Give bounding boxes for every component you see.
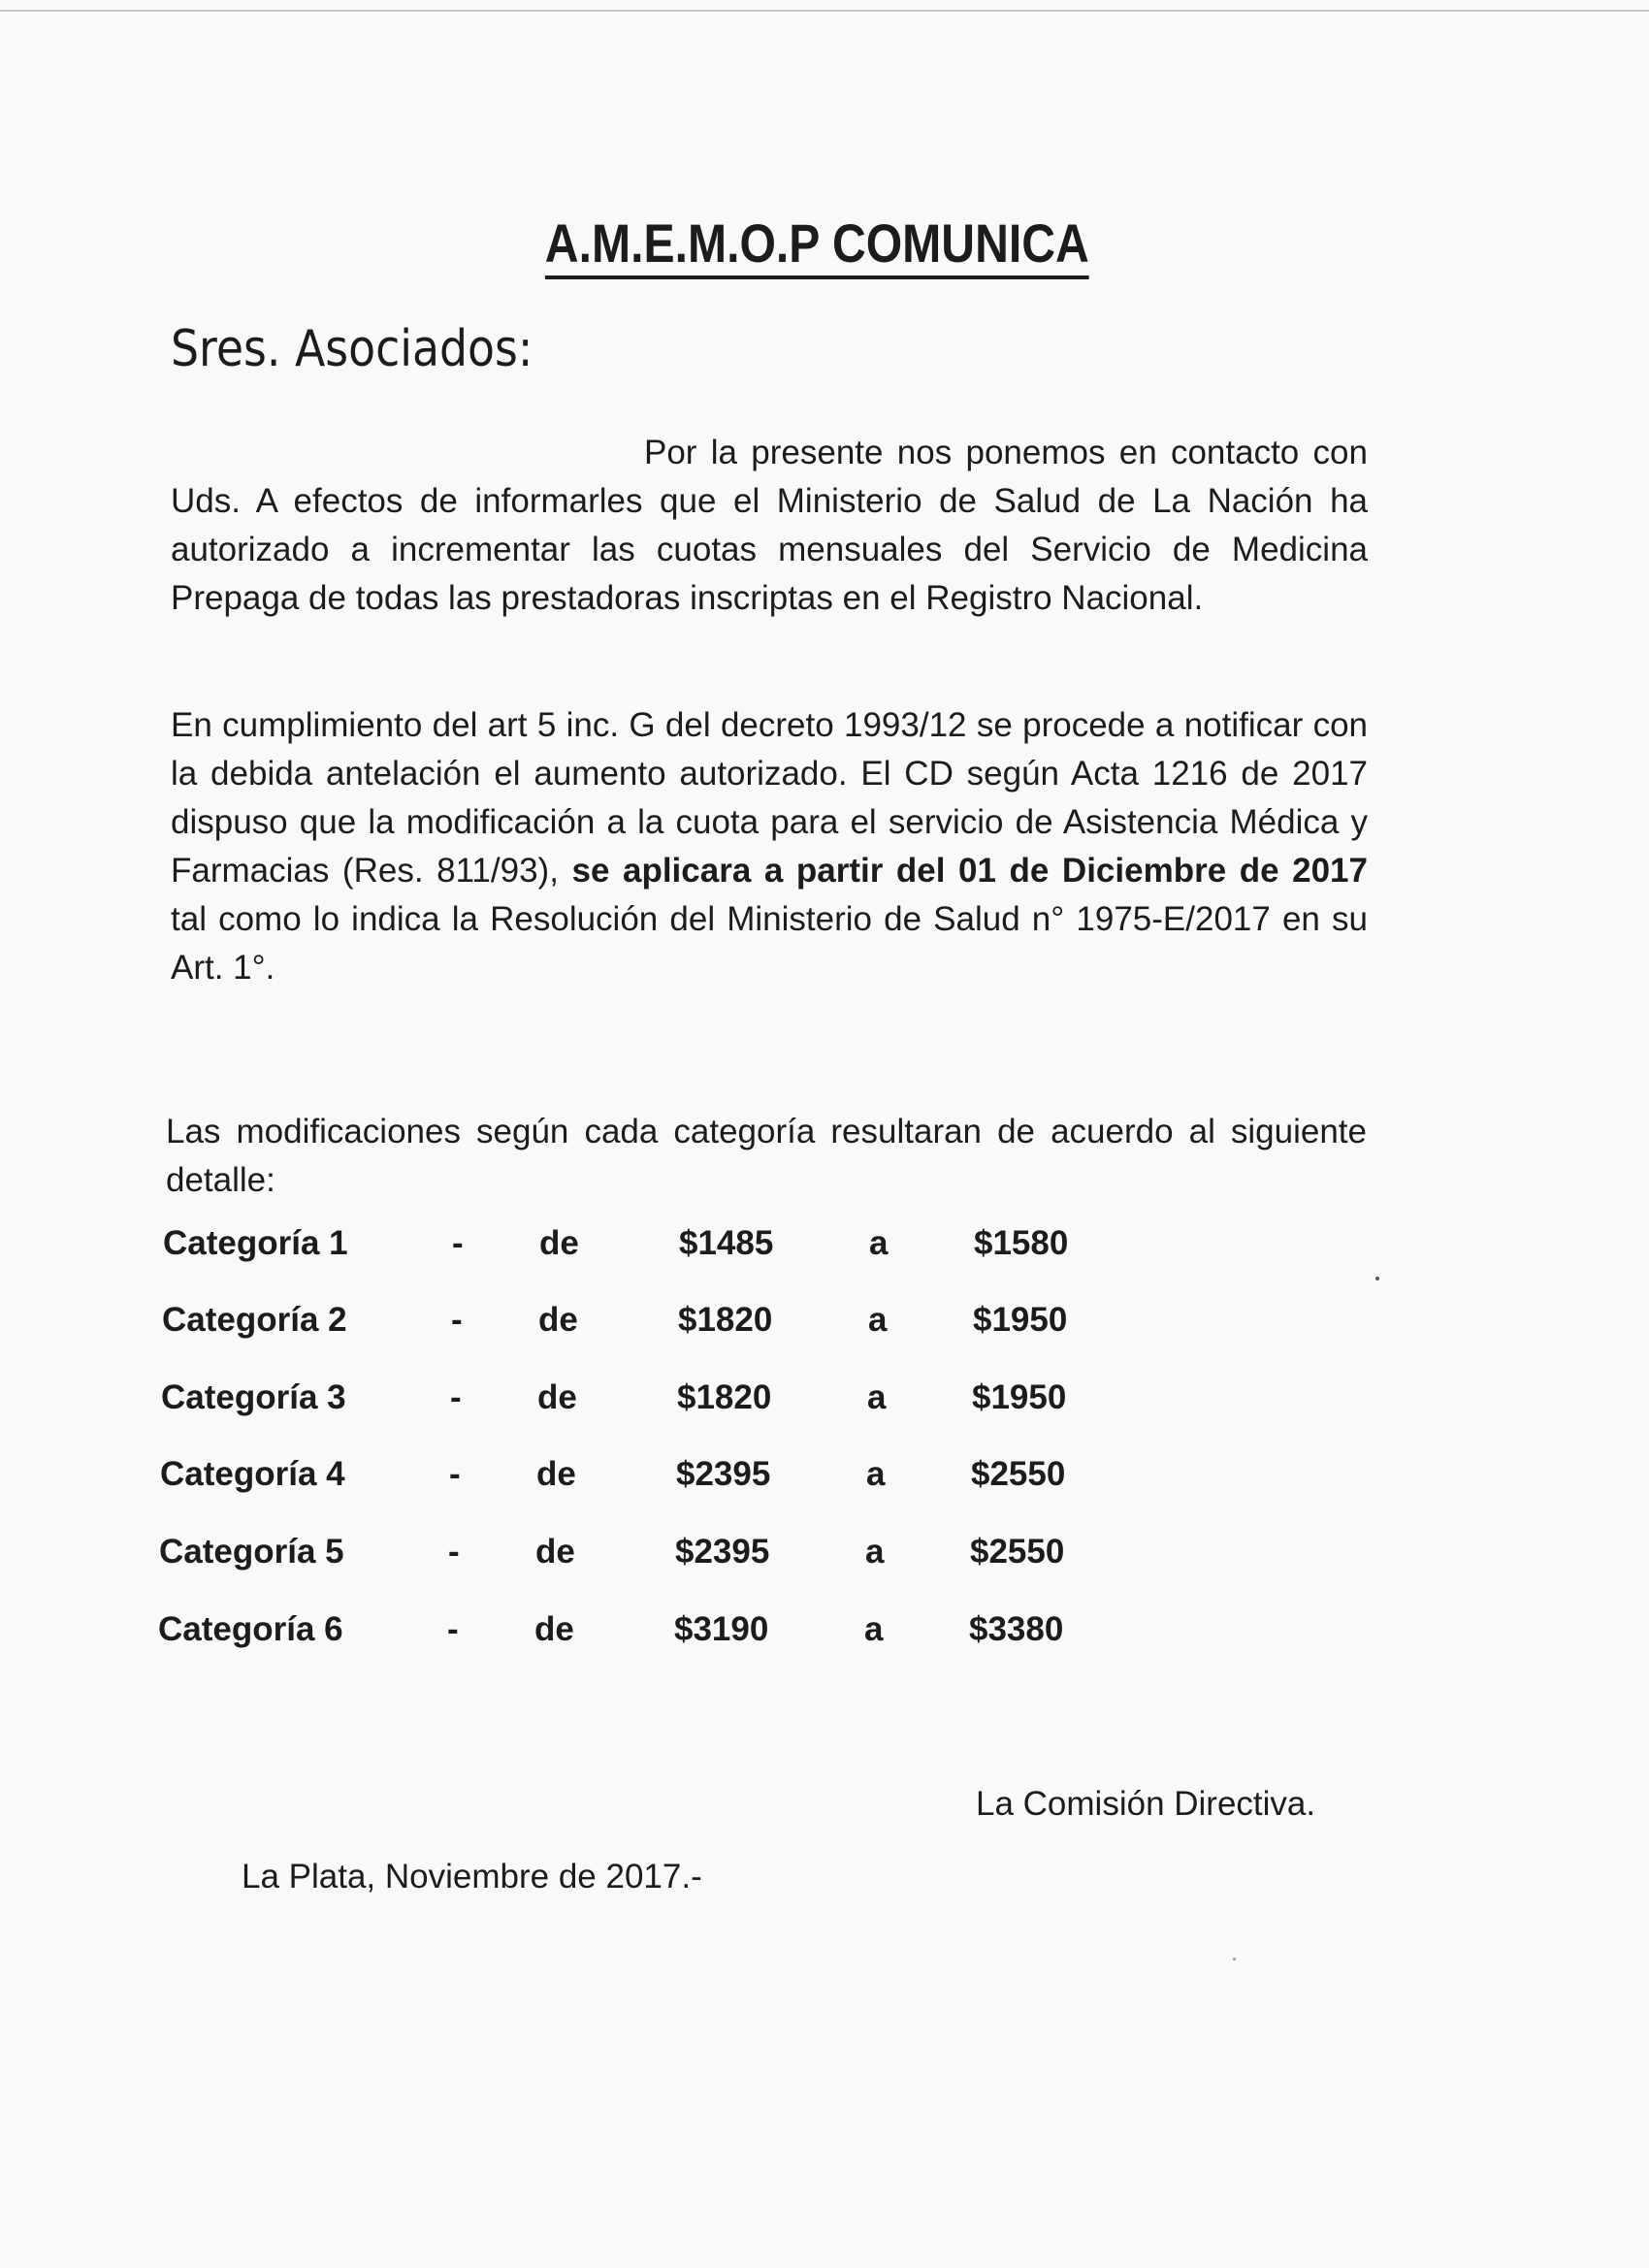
paragraph-legal-text-end: tal como lo indica la Resolución del Ministerio de Salud n° 1975-E/2017 en su Art. 1°. — [171, 900, 1368, 987]
paragraph-detail-intro: Las modificaciones según cada categoría resultaran de acuerdo al siguiente detalle: — [166, 1113, 1367, 1199]
rate-from-word: de — [536, 1455, 576, 1493]
rate-from-value: $1820 — [677, 1378, 772, 1416]
rate-category: Categoría 4 — [160, 1455, 345, 1493]
rate-to-value: $3380 — [969, 1610, 1064, 1648]
rate-from-value: $1820 — [678, 1301, 773, 1339]
rate-dash: - — [450, 1378, 462, 1416]
rate-from-value: $2395 — [676, 1455, 771, 1493]
rate-to-word: a — [869, 1224, 889, 1262]
rate-row — [155, 1533, 1125, 1581]
rate-from-value: $1485 — [679, 1224, 774, 1262]
rate-to-value: $1950 — [972, 1378, 1067, 1416]
rate-from-word: de — [535, 1533, 575, 1571]
rate-to-value: $1580 — [974, 1224, 1069, 1262]
salutation: Sres. Asociados: — [171, 320, 534, 378]
rate-to-word: a — [865, 1533, 885, 1571]
rate-from-value: $3190 — [674, 1610, 769, 1648]
rate-dash: - — [452, 1224, 464, 1262]
rate-to-word: a — [867, 1378, 887, 1416]
place-date: La Plata, Noviembre de 2017.- — [242, 1858, 702, 1895]
rate-to-value: $1950 — [973, 1301, 1068, 1339]
rate-to-word: a — [868, 1301, 888, 1339]
rate-category: Categoría 3 — [161, 1378, 346, 1416]
paragraph-intro-text: Por la presente nos ponemos en contacto con Uds. A efectos de informarles que el Ministerio de Salud de La Nación ha autorizado a incrementar las cuotas mensuales del Servicio de Medicina Prepaga de todas las prestadoras inscriptas en el Registro Nacional. — [171, 434, 1368, 617]
rate-to-word: a — [864, 1610, 884, 1648]
rate-from-word: de — [537, 1378, 577, 1416]
scan-speck — [1233, 1958, 1236, 1960]
scan-top-edge — [0, 10, 1649, 12]
rate-row — [159, 1224, 1129, 1273]
scan-speck — [1375, 1277, 1379, 1280]
document-title — [108, 211, 1526, 275]
rate-to-word: a — [866, 1455, 886, 1493]
signature: La Comisión Directiva. — [976, 1785, 1316, 1823]
rate-dash: - — [448, 1533, 460, 1571]
rate-dash: - — [447, 1610, 459, 1648]
rate-from-value: $2395 — [675, 1533, 770, 1571]
rate-category: Categoría 1 — [163, 1224, 348, 1262]
rate-to-value: $2550 — [971, 1455, 1066, 1493]
rate-dash: - — [451, 1301, 463, 1339]
title-text: A.M.E.M.O.P COMUNICA — [545, 212, 1089, 279]
rate-from-word: de — [539, 1224, 579, 1262]
paragraph-legal-text-start: En cumplimiento del art 5 inc. G del decreto 1993/12 se procede a notificar con la debida antelación el aumento autorizado. El CD según Acta 1216 de 2017 dispuso que la modificación a la cuota para el servicio de Asistencia Médica y Farmacias (Res. 811/93), — [171, 706, 1368, 890]
rate-from-word: de — [538, 1301, 578, 1339]
rate-category: Categoría 5 — [159, 1533, 344, 1571]
rate-row — [158, 1301, 1128, 1349]
paragraph-intro — [171, 429, 1368, 623]
rate-category: Categoría 6 — [158, 1610, 343, 1648]
paragraph-legal — [171, 701, 1368, 992]
rate-dash: - — [449, 1455, 461, 1493]
rate-from-word: de — [534, 1610, 574, 1648]
rate-row — [154, 1610, 1124, 1659]
rate-row — [157, 1378, 1127, 1427]
rate-to-value: $2550 — [970, 1533, 1065, 1571]
paragraph-legal-effective-date: se aplicara a partir del 01 de Diciembre de 2017 — [571, 852, 1368, 890]
rate-row — [156, 1455, 1126, 1504]
rate-category: Categoría 2 — [162, 1301, 347, 1339]
